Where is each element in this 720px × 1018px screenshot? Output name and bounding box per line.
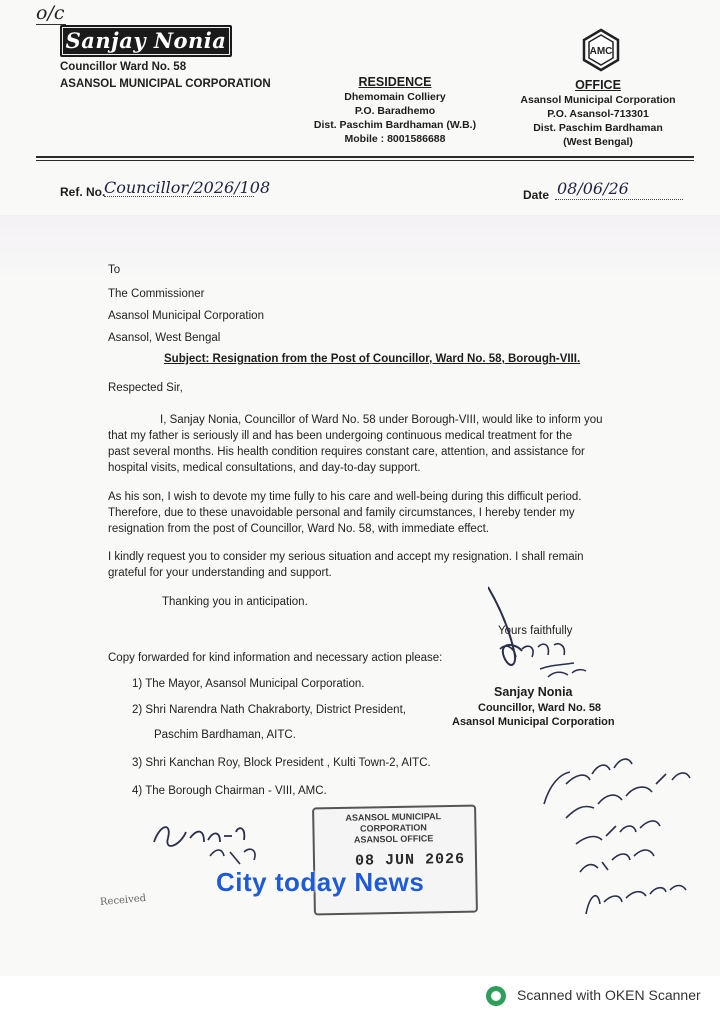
scanner-credit: Scanned with OKEN Scanner [517, 987, 701, 1003]
handwritten-receipt-note [536, 744, 706, 934]
date-value: 08/06/26 [557, 179, 629, 198]
letterhead-divider [36, 156, 694, 158]
copy-item: 1) The Mayor, Asansol Municipal Corporation. [132, 678, 365, 690]
addressee-line: Asansol, West Bengal [108, 332, 221, 344]
handwritten-signature [488, 585, 598, 685]
subject-line: Subject: Resignation from the Post of Councillor, Ward No. 58, Borough-VIII. [164, 353, 581, 365]
ref-label: Ref. No. [60, 185, 106, 199]
paragraph-line: hospital visits, medical consultations, and day-to-day support. [108, 462, 421, 474]
paragraph-2 [108, 489, 608, 537]
residence-line: P.O. Baradhemo [354, 105, 436, 117]
date-label: Date [523, 188, 550, 202]
stamp-line: ASANSOL MUNICIPAL CORPORATION [345, 811, 442, 834]
office-line: P.O. Asansol-713301 [547, 108, 649, 120]
copy-item: 2) Shri Narendra Nath Chakraborty, District President, [132, 704, 406, 716]
paragraph-line: resignation from the post of Councillor, Ward No. 58, with immediate effect. [108, 523, 489, 535]
to-label: To [108, 264, 121, 276]
paragraph-line: I kindly request you to consider my serious situation and accept my resignation. I shall remain [108, 551, 584, 563]
letterhead-title-1: Councillor Ward No. 58 [60, 61, 187, 73]
paragraph-line: that my father is seriously ill and has been undergoing continuous medical treatment for the [108, 430, 573, 442]
amc-logo-letters: AMC [589, 46, 613, 57]
addressee-line: Asansol Municipal Corporation [108, 310, 264, 322]
paragraph-1 [108, 412, 608, 476]
office-address [508, 93, 688, 149]
signatory-title: Councillor, Ward No. 58 [478, 702, 602, 714]
office-line: (West Bengal) [563, 136, 633, 148]
date-dotted-line [555, 199, 683, 200]
signatory-name: Sanjay Nonia [494, 685, 573, 699]
ref-number: Councillor/2026/108 [104, 178, 271, 197]
okn-scanner-icon [486, 986, 506, 1006]
residence-line: Dist. Paschim Bardhaman (W.B.) [313, 119, 477, 131]
letterhead-name-box [60, 25, 232, 57]
copy-item: Paschim Bardhaman, AITC. [154, 729, 296, 741]
ref-dotted-line [104, 196, 254, 197]
residence-line: Dhemomain Colliery [344, 91, 446, 103]
closing-line: Yours faithfully [498, 625, 573, 637]
copy-item: 4) The Borough Chairman - VIII, AMC. [132, 785, 327, 797]
residence-address [288, 90, 502, 146]
oc-handwritten-mark: o/c [36, 2, 65, 24]
office-receipt-stamp [312, 805, 478, 916]
amc-logo-icon [581, 28, 621, 72]
stamp-date: 08 JUN 2026 [354, 850, 466, 870]
signatory-org: Asansol Municipal Corporation [452, 716, 615, 728]
salutation: Respected Sir, [108, 382, 183, 394]
stamp-line: ASANSOL OFFICE [353, 833, 434, 845]
addressee-line: The Commissioner [108, 288, 205, 300]
office-line: Asansol Municipal Corporation [520, 94, 676, 106]
copy-item: 3) Shri Kanchan Roy, Block President , Kulti Town-2, AITC. [132, 757, 431, 769]
copy-heading: Copy forwarded for kind information and necessary action please: [108, 652, 443, 664]
office-title: OFFICE [575, 78, 621, 92]
residence-title: RESIDENCE [358, 75, 432, 89]
office-line: Dist. Paschim Bardhaman [533, 122, 663, 134]
letterhead-divider-thin [36, 160, 694, 161]
paragraph-line: As his son, I wish to devote my time fully to his care and well-being during this difficult period. [108, 491, 582, 503]
letterhead-title-2: ASANSOL MUNICIPAL CORPORATION [60, 78, 271, 90]
news-watermark: City today News [216, 867, 425, 897]
paragraph-3 [108, 549, 608, 581]
stamp-header [318, 811, 469, 847]
handwritten-received-note [150, 812, 280, 872]
paragraph-line: I, Sanjay Nonia, Councillor of Ward No. 58 under Borough-VIII, would like to inform you [160, 414, 603, 426]
received-stamp: Received [99, 893, 147, 908]
paragraph-line: Therefore, due to these unavoidable personal and family circumstances, I hereby tender my [108, 507, 575, 519]
residence-line: Mobile : 8001586688 [344, 133, 446, 145]
paragraph-line: grateful for your understanding and support. [108, 567, 332, 579]
letterhead-name: Sanjay Nonia [65, 28, 227, 53]
thanks-line: Thanking you in anticipation. [162, 596, 308, 608]
paragraph-line: past several months. His health condition requires constant care, attention, and assistance for [108, 446, 585, 458]
